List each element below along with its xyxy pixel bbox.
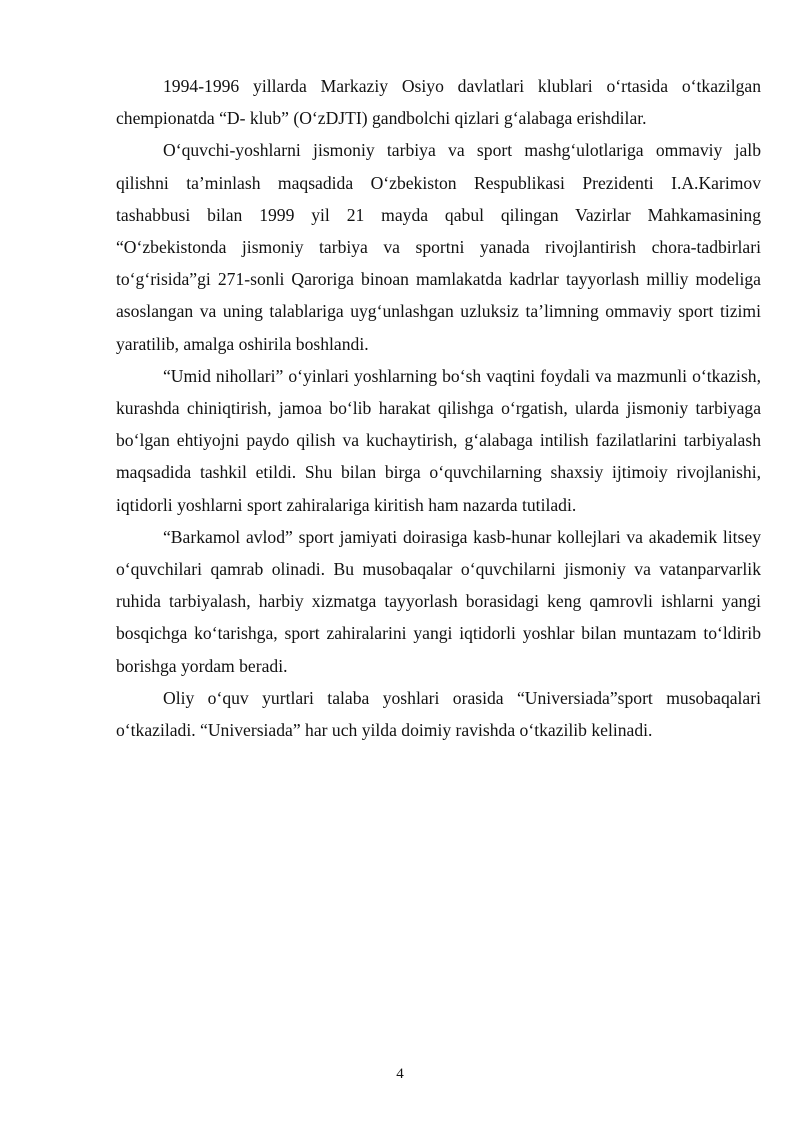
body-text — [116, 70, 761, 746]
paragraph-5: Oliy o‘quv yurtlari talaba yoshlari orasida “Universiada”sport musobaqalari o‘tkaziladi. “Universiada” har uch yilda doimiy ravishda o‘tkazilib kelinadi. — [116, 687, 761, 741]
paragraph-4: “Barkamol avlod” sport jamiyati doirasiga kasb-hunar kollejlari va akademik litsey o‘quvchilari qamrab olinadi. Bu musobaqalar o‘quvchilarni jismoniy va vatanparvarlik ruhida tarbiyalash, harbiy xizmatga tayyorlash borasidagi keng qamrovli ishlarni yangi bosqichga ko‘tarishga, sport zahiralarini yangi iqtidorli yoshlar bilan muntazam to‘ldirib borishga yordam beradi. — [116, 526, 761, 676]
paragraph-2: O‘quvchi-yoshlarni jismoniy tarbiya va sport mashg‘ulotlariga ommaviy jalb qilishni ta’minlash maqsadida O‘zbekiston Respublikasi Prezidenti I.A.Karimov tashabbusi bilan 1999 yil 21 mayda qabul qilingan Vazirlar Mahkamasining “O‘zbekistonda jismoniy tarbiya va sportni yanada rivojlantirish chora-tadbirlari to‘g‘risida”gi 271-sonli Qaroriga binoan mamlakatda kadrlar tayyorlash milliy modeliga asoslangan va uning talablariga uyg‘unlashgan uzluksiz ta’limning ommaviy sport tizimi yaratilib, amalga oshirila boshlandi. — [116, 140, 761, 354]
paragraph-1: 1994-1996 yillarda Markaziy Osiyo davlatlari klublari o‘rtasida o‘tkazilgan chempionatda “D- klub” (O‘zDJTI) gandbolchi qizlari g‘alabaga erishdilar. — [116, 76, 761, 129]
page-number: 4 — [396, 1066, 404, 1082]
paragraph-3: “Umid nihollari” o‘yinlari yoshlarning bo‘sh vaqtini foydali va mazmunli o‘tkazish, kurashda chiniqtirish, jamoa bo‘lib harakat qilishga o‘rgatish, ularda jismoniy tarbiyaga bo‘lgan ehtiyojni paydo qilish va kuchaytirish, g‘alabaga intilish fazilatlarini tarbiyalash maqsadida tashkil etildi. Shu bilan birga o‘quvchilarning shaxsiy ijtimoiy rivojlanishi, iqtidorli yoshlarni sport zahiralariga kiritish ham nazarda tutiladi. — [116, 365, 761, 515]
